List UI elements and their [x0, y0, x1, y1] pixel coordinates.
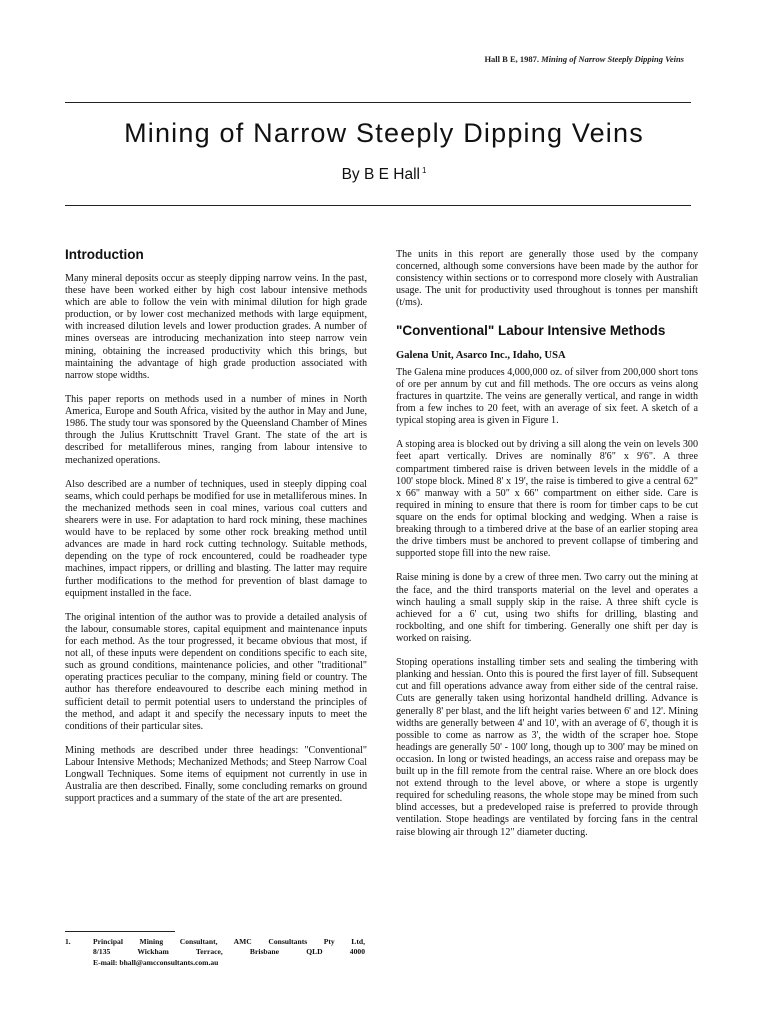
header-citation: [484, 54, 684, 64]
intro-paragraph: Mining methods are described under three headings: "Conventional" Labour Intensive Methods; Mechanized Methods; and Steep Narrow Coal Longwall Techniques. Some items of equipment not currently in use in Australia are then described. Finally, some concluding remarks on ground support practices and a summary of the state of the art are presented.: [65, 745, 367, 805]
galena-paragraph: Stoping operations installing timber sets and sealing the timbering with planking and hessian. Onto this is poured the first layer of fill. Subsequent cut and fill operations advance away from either side of the central raise. Cuts are generally taken using horizontal handheld drilling. Advance is generally 8' per blast, and the lift height varies between 6' and 12'. Mining widths are generally between 4' and 10', with an average of 6', though it is possible to come as narrow as 3', the width of the scraper hoe. Stope headings are generally 50' - 100' long, though up to 300' may be mined on occasion. In long or twisted headings, an access raise and orepass may be built up in the fill remote from the central raise. Where an ore block does not extend through to the level above, or where a stope is urgently required for scheduling reasons, the whole stope may be mined from such blind accesses, but a predeveloped raise is preferred to provide through ventilation. Stope headings are ventilated by forcing fans in the central raise blowing air through 12" diameter ducting.: [396, 657, 698, 838]
footnote-text: [93, 937, 365, 968]
footnote-line: 8/135 Wickham Terrace, Brisbane QLD 4000: [93, 947, 365, 957]
galena-paragraph: The Galena mine produces 4,000,000 oz. of silver from 200,000 short tons of ore per annum by cut and fill methods. The ore occurs as veins along fractures in quartzite. The veins are generally vertical, and range in width from a few inches to 20 feet, with an average of six feet. A sketch of a typical stoping area is given in Figure 1.: [396, 366, 698, 427]
author-byline: [0, 166, 768, 184]
intro-paragraph: The original intention of the author was to provide a detailed analysis of the labour, consumable stores, capital equipment and maintenance inputs for each method. As the tour progressed, it became obvious that most, if not all, of these inputs were dependent on conditions specific to each site, such as ground conditions, maintenance policies, and other "traditional" operating practices peculiar to the company, mining field or country. The author has therefore endeavoured to describe each mining method in sufficient detail to permit potential users to understand the principles of the method, and adapt it and specify the necessary inputs to meet the conditions of their particular sites.: [65, 611, 367, 732]
right-column: [396, 249, 698, 851]
introduction-heading: Introduction: [65, 247, 144, 262]
footnote-rule: [65, 931, 175, 932]
intro-paragraph: Many mineral deposits occur as steeply dipping narrow veins. In the past, these have been worked either by high cost labour intensive methods which are able to follow the vein with minimal dilution for high grade production, or by lower cost mechanized methods with large equipment, with increased dilution levels and lower production grades. A number of mines overseas are introducing mechanization into steep narrow vein mining, obtaining the increased productivity which this brings, but maintaining the advantage of high grade production associated with narrow stope widths.: [65, 273, 367, 381]
footnote-line: Principal Mining Consultant, AMC Consultants Pty Ltd,: [93, 937, 365, 946]
section-heading: "Conventional" Labour Intensive Methods: [396, 322, 666, 338]
units-paragraph: The units in this report are generally those used by the company concerned, although some conversions have been made by the author for consistency within sections or to correspond more closely with Australian usage. The unit for productivity used throughout is tonnes per manshift (t/ms).: [396, 249, 698, 309]
author-footnote-marker: 1: [421, 166, 427, 175]
title-rule-bottom: [65, 205, 691, 206]
citation-title: Mining of Narrow Steeply Dipping Veins: [541, 54, 684, 64]
left-column: [65, 246, 367, 818]
footnote-email: E-mail: bhall@amcconsultants.com.au: [93, 957, 219, 967]
intro-paragraph: Also described are a number of techniques, used in steeply dipping coal seams, which could perhaps be modified for use in metalliferous mines. In the mechanized methods seen in coal mines, various coal cutters and shearers were in use. For adaptation to hard rock mining, these machines would have to be replaced by some other rock breaking method until advances are made in hard rock cutting technology. Suitable methods, depending on the type of rock encountered, could be roadheader type machines, impact rippers, or drilling and blasting. The latter may require further modifications to the method for prevention of blast damage to equipment installed in the face.: [65, 478, 367, 599]
author-footnote: [65, 937, 365, 968]
galena-paragraph: Raise mining is done by a crew of three men. Two carry out the mining at the face, and the third transports material on the level and operates a winch hauling a small supply skip in the raise. A three shift cycle is achieved for a 6' cut, using two shifts for drilling, blasting and rockbolting, and one shift for timbering. Generally one shift per day is worked on raising.: [396, 572, 698, 644]
title-rule-top: [65, 102, 691, 103]
galena-paragraph: A stoping area is blocked out by driving a sill along the vein on levels 300 feet apart vertically. Drives are nominally 8'6" x 9'6". A three compartment timbered raise is driven between levels in the middle of a 100' stope block. Mined 8' x 19', the raise is timbered to give a central 62" x 66" manway with a 50" x 66" compartment on either side. Care is required in mining to ensure that there is room for timber caps to be cut square on the ends for optimal blocking and wedging. When a raise is breaking through to a timbered drive at the base of an earlier stoping area the drive timbers must be anchored to prevent collapse of timbering and supported stope fill into the new raise.: [396, 439, 698, 560]
citation-author: Hall B E, 1987.: [484, 54, 539, 64]
intro-paragraph: This paper reports on methods used in a number of mines in North America, Europe and South Africa, visited by the author in May and June, 1986. The study tour was sponsored by the Queensland Chamber of Mines through the Julius Kruttschnitt Travel Grant. The state of the art is described for metalliferous mines, ranging from labour intensive to mechanized operations.: [65, 394, 367, 466]
subsection-heading: Galena Unit, Asarco Inc., Idaho, USA: [396, 349, 566, 361]
footnote-number: 1.: [65, 937, 71, 946]
author-name: By B E Hall: [341, 166, 420, 184]
paper-title: Mining of Narrow Steeply Dipping Veins: [124, 118, 644, 148]
